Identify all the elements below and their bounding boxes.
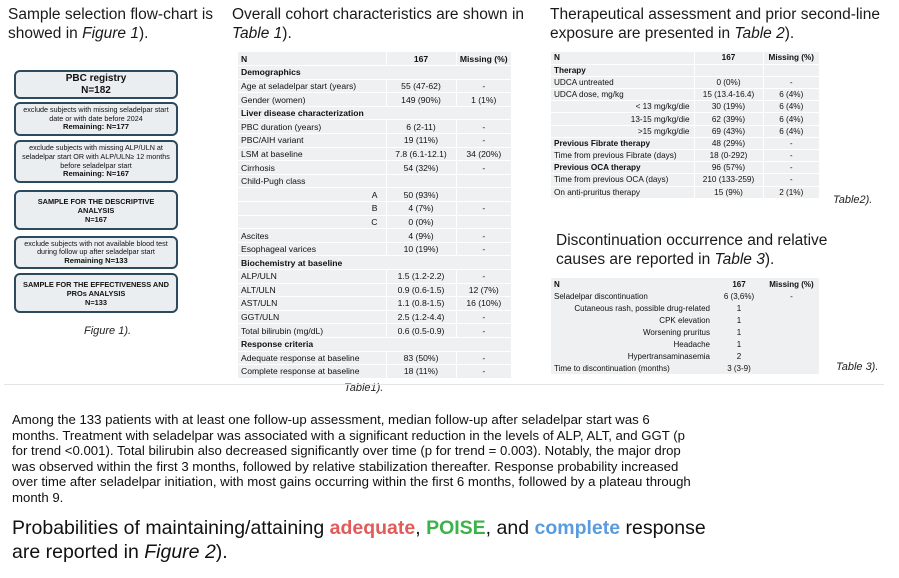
table-row: [238, 351, 511, 365]
child-pugh-class: C: [238, 215, 386, 229]
row-label: LSM at baseline: [238, 147, 386, 161]
row-value: 2.5 (1.2-4.4): [386, 310, 456, 324]
row-missing: -: [456, 202, 511, 216]
header-n: N: [551, 52, 694, 64]
row-value: 2: [736, 351, 742, 361]
table-row: [238, 79, 511, 93]
table-row: [238, 365, 511, 379]
table-row: [551, 137, 819, 149]
row-label: Cirrhosis: [238, 161, 386, 175]
header-n: N: [554, 279, 560, 289]
row-missing: -: [456, 242, 511, 256]
row-value: 69 (43%): [694, 125, 763, 137]
row-label: Therapy: [551, 64, 694, 76]
table-row: [551, 101, 819, 113]
exclude-remaining-1: Remaining: N=177: [62, 122, 130, 132]
row-label: Ascites: [238, 229, 386, 243]
row-label: Total bilirubin (mg/dL): [238, 324, 386, 338]
row-missing: [764, 338, 819, 350]
row-missing: [764, 350, 819, 362]
row-missing: -: [456, 229, 511, 243]
table-row: [551, 89, 819, 101]
row-missing: [764, 362, 819, 374]
row-label: PBC duration (years): [238, 120, 386, 134]
row-missing: 1 (1%): [456, 93, 511, 107]
table-row: [551, 76, 819, 88]
table-row: [551, 314, 819, 326]
row-label: Previous Fibrate therapy: [551, 137, 694, 149]
section-divider: [4, 384, 884, 385]
row-value: 7.8 (6.1-12.1): [386, 147, 456, 161]
discontinuation-heading: Discontinuation occurrence and relative causes are reported in Table 3).: [556, 232, 828, 268]
table-row: [238, 242, 511, 256]
row-missing: [764, 302, 819, 314]
row-label: Hypertransaminasemia: [627, 351, 710, 361]
table-row: [238, 120, 511, 134]
section-row: [238, 66, 511, 80]
row-label: Gender (women): [238, 93, 386, 107]
adequate-label: adequate: [329, 517, 416, 539]
row-missing: -: [456, 324, 511, 338]
row-missing: -: [456, 120, 511, 134]
row-missing: -: [456, 351, 511, 365]
row-label: PBC/AIH variant: [238, 134, 386, 148]
row-label: Time to discontinuation (months): [554, 363, 670, 373]
results-paragraph: Among the 133 patients with at least one follow-up assessment, median follow-up after seladelpar start was 6 months. Treatment with seladelpar was associated with a significant reduction in the levels of ALP, ALT, and GGT (p for trend <0.001). Total bilirubin also decreased significantly over time (p for trend = 0.003). Notably, the major drop was observed within the first 3 months, followed by relative stabilization thereafter. Response probability increased over time after seladelpar initiation, with most gains occurring within the first 6 months, followed by a plateau through month 9.: [12, 412, 691, 505]
row-missing: -: [456, 270, 511, 284]
table-row: [238, 93, 511, 107]
child-pugh-class: A: [238, 188, 386, 202]
section-title: Liver disease characterization: [238, 106, 511, 120]
effectiveness-sample-box: [14, 273, 178, 313]
header-missing: Missing (%): [769, 279, 814, 289]
row-label: Cutaneous rash, possible drug-related: [574, 303, 710, 313]
table-row: [238, 324, 511, 338]
exclude-box-3: [14, 236, 178, 269]
row-label: GGT/ULN: [238, 310, 386, 324]
table-row: [238, 147, 511, 161]
cohort-heading: Overall cohort characteristics are shown in Table 1).: [232, 6, 525, 42]
row-missing: [456, 215, 511, 229]
row-value: 149 (90%): [386, 93, 456, 107]
figure1-caption: Figure 1).: [84, 325, 132, 337]
table-header-row: [238, 52, 511, 66]
table-row: [551, 113, 819, 125]
registry-box: [14, 70, 178, 99]
row-value: 15 (9%): [694, 186, 763, 198]
row-missing: [456, 188, 511, 202]
table-row: [238, 215, 511, 229]
row-missing: -: [790, 291, 793, 301]
row-value: 1: [736, 327, 742, 337]
row-value: [386, 174, 456, 188]
row-missing: 12 (7%): [456, 283, 511, 297]
table-row: [238, 283, 511, 297]
registry-title: PBC registry: [65, 72, 127, 84]
row-value: 18 (11%): [386, 365, 456, 379]
table-row: [238, 229, 511, 243]
row-missing: -: [456, 310, 511, 324]
row-label: Time from previous OCA (days): [551, 174, 694, 186]
row-missing: -: [763, 174, 819, 186]
poise-label: POISE: [426, 517, 486, 539]
row-value: [694, 64, 763, 76]
row-label: Adequate response at baseline: [238, 351, 386, 365]
row-label: Headache: [673, 339, 710, 349]
row-missing: 6 (4%): [763, 89, 819, 101]
row-value: 4 (7%): [386, 202, 456, 216]
row-value: 48 (29%): [694, 137, 763, 149]
descriptive-title: SAMPLE FOR THE DESCRIPTIVE ANALYSIS: [37, 196, 155, 215]
row-value: 50 (93%): [386, 188, 456, 202]
header-missing: Missing (%): [456, 52, 511, 66]
effectiveness-title: SAMPLE FOR THE EFFECTIVENESS AND PROs ANALYSIS: [23, 279, 169, 298]
row-label: Esophageal varices: [238, 242, 386, 256]
row-value: 55 (47-62): [386, 79, 456, 93]
exclude-remaining-3: Remaining N=133: [64, 255, 128, 265]
table2-caption: Table2).: [833, 194, 873, 206]
row-value: 4 (9%): [386, 229, 456, 243]
table1-caption: Table1).: [344, 382, 384, 394]
table-row: [238, 310, 511, 324]
row-value: 0.9 (0.6-1.5): [386, 283, 456, 297]
row-label: Child-Pugh class: [238, 174, 386, 188]
row-value: 15 (13.4-16.4): [694, 89, 763, 101]
table-row: [238, 174, 511, 188]
table-row: [551, 150, 819, 162]
row-label: UDCA untreated: [551, 76, 694, 88]
row-value: 83 (50%): [386, 351, 456, 365]
row-value: 0.6 (0.5-0.9): [386, 324, 456, 338]
table-row: [238, 297, 511, 311]
figure2-sentence: Probabilities of maintaining/attaining adequate, POISE, and complete response are reported in Figure 2).: [12, 517, 706, 563]
row-label: Time from previous Fibrate (days): [551, 150, 694, 162]
row-label: CPK elevation: [659, 315, 710, 325]
row-missing: -: [763, 150, 819, 162]
row-value: 96 (57%): [694, 162, 763, 174]
header-value: 167: [732, 279, 746, 289]
registry-count: N=182: [81, 84, 111, 96]
table-row: [238, 188, 511, 202]
section-title: Biochemistry at baseline: [238, 256, 511, 270]
row-missing: -: [763, 76, 819, 88]
table-row: [551, 290, 819, 302]
flowchart-heading: Sample selection flow-chart is showed in Figure 1).: [8, 6, 214, 42]
effectiveness-count: N=133: [85, 297, 107, 307]
exclude-remaining-2: Remaining: N=167: [62, 169, 130, 179]
row-value: 1: [736, 339, 742, 349]
row-value: 30 (19%): [694, 101, 763, 113]
row-missing: 16 (10%): [456, 297, 511, 311]
row-missing: -: [456, 365, 511, 379]
exclude-box-1: [14, 102, 178, 136]
exclude-text-1: exclude subjects with missing seladelpar start date or with date before 2024: [23, 105, 169, 123]
row-label: Previous OCA therapy: [551, 162, 694, 174]
row-value: 62 (39%): [694, 113, 763, 125]
table-row: [238, 161, 511, 175]
row-label: Age at seladelpar start (years): [238, 79, 386, 93]
table-row: [551, 162, 819, 174]
table-row: [238, 202, 511, 216]
table-header-row: [551, 278, 819, 290]
table-row: [551, 362, 819, 374]
row-missing: -: [456, 134, 511, 148]
row-label: Seladelpar discontinuation: [554, 291, 648, 301]
row-value: 1.1 (0.8-1.5): [386, 297, 456, 311]
table-1: [238, 52, 511, 379]
row-label: ALP/ULN: [238, 270, 386, 284]
exclude-text-2: exclude subjects with missing ALP/ULN at seladelpar start OR with ALP/ULN≥ 12 months before seladelpar start: [22, 143, 170, 170]
row-label: ALT/ULN: [238, 283, 386, 297]
header-missing: Missing (%): [763, 52, 819, 64]
table-row: [551, 350, 819, 362]
row-value: 6 (2-11): [386, 120, 456, 134]
row-missing: 6 (4%): [763, 101, 819, 113]
row-missing: [764, 314, 819, 326]
section-row: [238, 256, 511, 270]
section-title: Response criteria: [238, 337, 511, 351]
row-label: UDCA dose, mg/kg: [551, 89, 694, 101]
row-value: 1.5 (1.2-2.2): [386, 270, 456, 284]
row-label: Worsening pruritus: [643, 327, 710, 337]
row-value: 1: [736, 315, 742, 325]
child-pugh-class: B: [238, 202, 386, 216]
table-2: [551, 52, 819, 199]
table3-caption: Table 3).: [836, 361, 879, 373]
table-header-row: [551, 52, 819, 64]
table-row: [551, 326, 819, 338]
row-label: >15 mg/kg/die: [551, 125, 694, 137]
row-value: 6 (3,6%): [723, 291, 755, 301]
descriptive-sample-box: [14, 190, 178, 230]
row-value: 210 (133-259): [694, 174, 763, 186]
row-missing: [456, 174, 511, 188]
row-value: 18 (0-292): [694, 150, 763, 162]
row-missing: 34 (20%): [456, 147, 511, 161]
row-value: 0 (0%): [694, 76, 763, 88]
row-value: 3 (3-9): [727, 363, 751, 373]
row-label: On anti-pruritus therapy: [551, 186, 694, 198]
table-row: [551, 174, 819, 186]
table-row: [551, 125, 819, 137]
header-value: 167: [694, 52, 763, 64]
row-label: < 13 mg/kg/die: [551, 101, 694, 113]
section-title: Demographics: [238, 66, 511, 80]
row-value: 1: [736, 303, 742, 313]
table-row: [238, 134, 511, 148]
table-row: [551, 64, 819, 76]
descriptive-count: N=167: [85, 214, 107, 224]
row-label: Complete response at baseline: [238, 365, 386, 379]
therapy-heading: Therapeutical assessment and prior second-line exposure are presented in Table 2).: [550, 6, 880, 42]
section-row: [238, 337, 511, 351]
row-value: 10 (19%): [386, 242, 456, 256]
row-value: 0 (0%): [386, 215, 456, 229]
row-missing: -: [456, 79, 511, 93]
table-3: [551, 278, 819, 374]
exclude-text-3: exclude subjects with not available blood test during follow up after seladelpar start: [24, 238, 168, 257]
section-row: [238, 106, 511, 120]
table-row: [551, 186, 819, 198]
table-row: [551, 338, 819, 350]
table-row: [238, 270, 511, 284]
row-missing: 6 (4%): [763, 113, 819, 125]
row-value: 19 (11%): [386, 134, 456, 148]
row-missing: -: [456, 161, 511, 175]
row-missing: -: [763, 137, 819, 149]
header-n: N: [238, 52, 386, 66]
row-missing: [763, 64, 819, 76]
row-label: AST/ULN: [238, 297, 386, 311]
table-row: [551, 302, 819, 314]
row-label: 13-15 mg/kg/die: [551, 113, 694, 125]
row-missing: [764, 326, 819, 338]
row-missing: 6 (4%): [763, 125, 819, 137]
row-value: 54 (32%): [386, 161, 456, 175]
exclude-box-2: [14, 140, 178, 183]
row-missing: -: [763, 162, 819, 174]
header-value: 167: [386, 52, 456, 66]
row-missing: 2 (1%): [763, 186, 819, 198]
complete-label: complete: [534, 517, 621, 539]
